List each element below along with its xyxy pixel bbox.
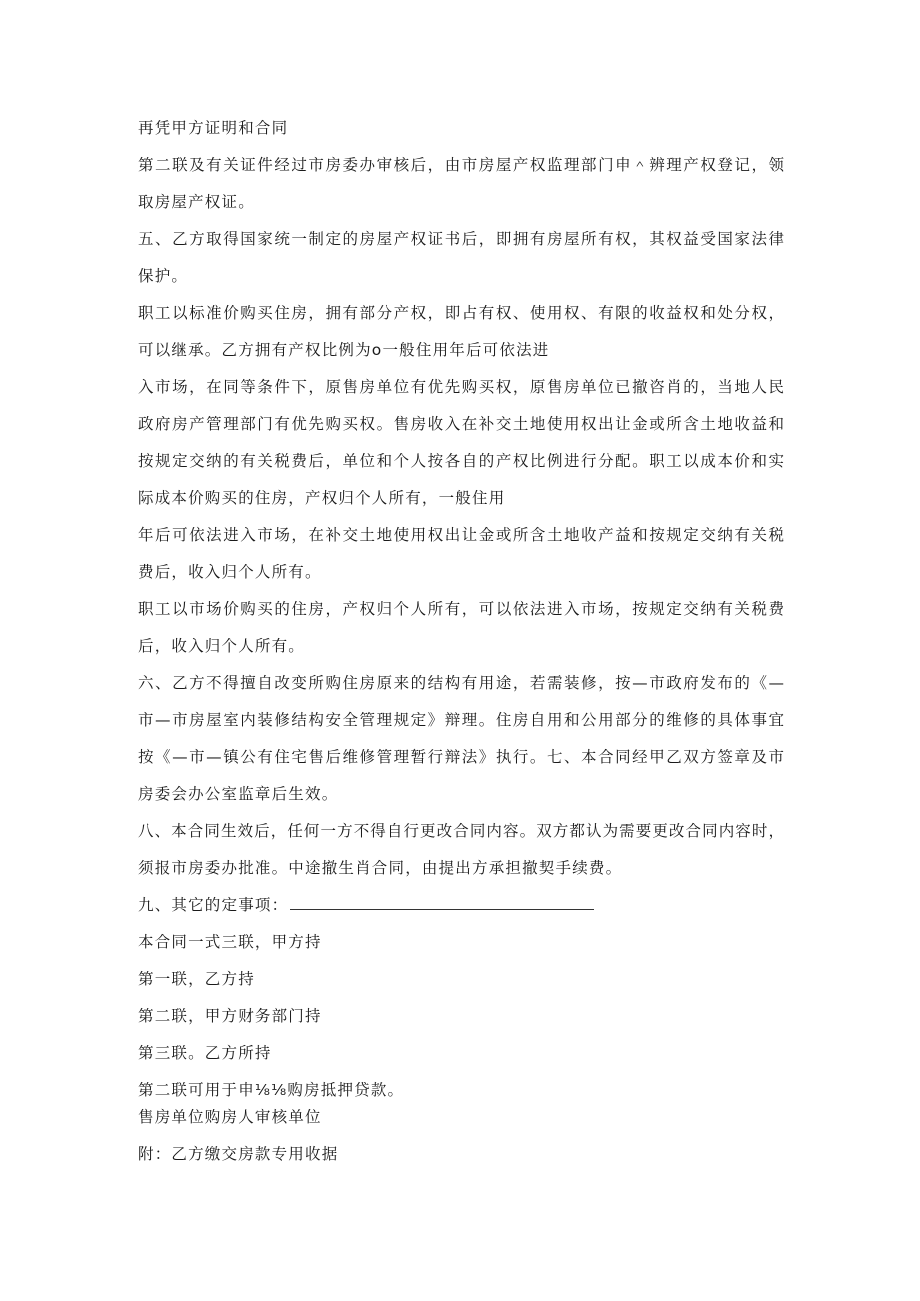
text-line: 按《—市—镇公有住宅售后维修管理暂行辩法》执行。七、本合同经甲乙双方签章及市 — [138, 748, 784, 766]
text-line: 再凭甲方证明和合同 — [138, 119, 289, 137]
text-line: 职工以市场价购买的住房，产权归个人所有，可以依法进入市场，按规定交纳有关税费 — [138, 600, 784, 618]
text-line: 取房屋产权证。 — [138, 193, 255, 211]
text-line: 第三联。乙方所持 — [138, 1044, 272, 1062]
text-line: 市—市房屋室内装修结构安全管理规定》辩理。住房自用和公用部分的维修的具体事宜 — [138, 711, 784, 729]
text-line: 费后，收入归个人所有。 — [138, 563, 322, 581]
text-line: 房委会办公室监章后生效。 — [138, 785, 339, 803]
text-line: 后，收入归个人所有。 — [138, 637, 306, 655]
text-line: 第二联及有关证件经过市房委办审核后，由市房屋产权监理部门申＾辨理产权登记，领 — [138, 156, 784, 174]
text-line: 保护。 — [138, 267, 189, 285]
text-line: 售房单位购房人审核单位 — [138, 1108, 322, 1126]
text-line: 第二联，甲方财务部门持 — [138, 1007, 322, 1025]
other-terms-label: 九、其它的定事项： — [138, 896, 289, 914]
text-line: 本合同一式三联，甲方持 — [138, 933, 322, 951]
text-line: 须报市房委办批准。中途撤生肖合同，由提出方承担撤契手续费。 — [138, 859, 623, 877]
text-line: 年后可依法进入市场，在补交土地使用权出让金或所含土地收产益和按规定交纳有关税 — [138, 526, 784, 544]
other-terms-line — [138, 895, 594, 915]
other-terms-blank — [290, 895, 594, 910]
text-line: 按规定交纳的有关税费后，单位和个人按各自的产权比例进行分配。职工以成本价和实 — [138, 452, 784, 470]
text-line: 五、乙方取得国家统一制定的房屋产权证书后，即拥有房屋所有权，其权益受国家法律 — [138, 230, 784, 248]
text-line: 附：乙方缴交房款专用收据 — [138, 1145, 339, 1163]
text-line: 职工以标准价购买住房，拥有部分产权，即占有权、使用权、有限的收益权和处分权， — [138, 304, 784, 322]
text-line: 第二联可用于申⅛⅛购房抵押贷款。 — [138, 1081, 405, 1099]
text-line: 际成本价购买的住房，产权归个人所有，一般住用 — [138, 489, 506, 507]
text-line: 政府房产管理部门有优先购买权。售房收入在补交土地使用权出让金或所含土地收益和 — [138, 415, 784, 433]
text-line: 可以继承。乙方拥有产权比例为o一般住用年后可依法进 — [138, 341, 550, 359]
text-line: 第一联，乙方持 — [138, 970, 255, 988]
text-line: 入市场，在同等条件下，原售房单位有优先购买权，原售房单位已撤咨肖的，当地人民 — [138, 378, 784, 396]
text-line: 八、本合同生效后，任何一方不得自行更改合同内容。双方都认为需要更改合同内容时， — [138, 822, 784, 840]
text-line: 六、乙方不得擅自改变所购住房原来的结构有用途，若需装修，按—市政府发布的《— — [138, 674, 784, 692]
